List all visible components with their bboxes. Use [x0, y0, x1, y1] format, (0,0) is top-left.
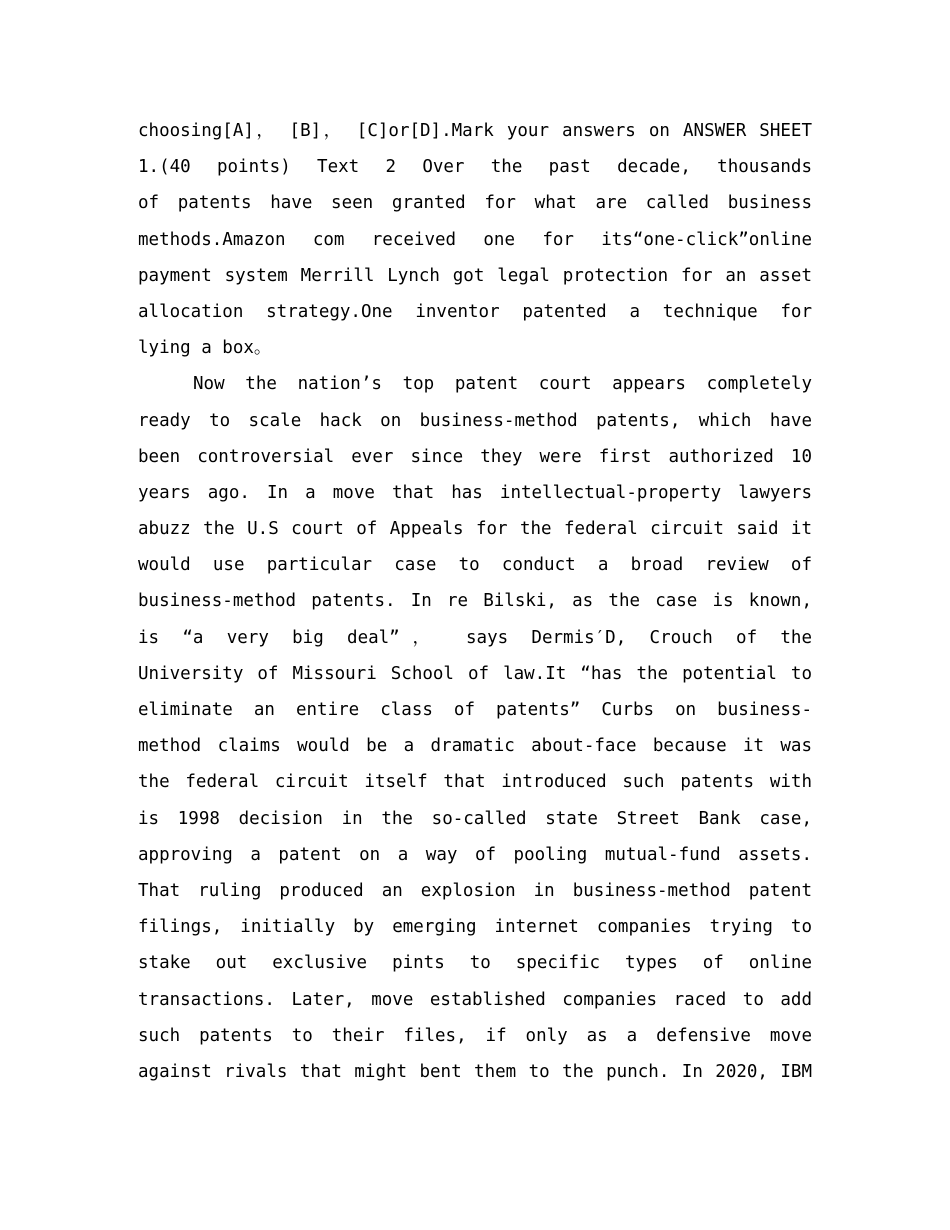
- text-line: stake out exclusive pints to specific types of online: [138, 953, 812, 974]
- text-line: eliminate an entire class of patents” Curbs on business-: [138, 700, 812, 720]
- text-line: filings, initially by emerging internet companies trying to: [138, 917, 812, 938]
- text-line: ready to scale hack on business-method patents, which have: [138, 410, 812, 431]
- text-line: years ago. In a move that has intellectual-property lawyers: [138, 482, 812, 503]
- text-line: approving a patent on a way of pooling mutual-fund assets.: [138, 844, 812, 865]
- text-line: is “a very big deal”， says Dermis′D, Crouch of the: [138, 627, 812, 648]
- text-line: University of Missouri School of law.It “has the potential to: [138, 663, 812, 684]
- text-line: would use particular case to conduct a broad review of: [138, 555, 812, 576]
- text-line: allocation strategy.One inventor patented a technique for: [138, 301, 812, 322]
- text-line: transactions. Later, move established companies raced to add: [138, 989, 812, 1010]
- text-line: such patents to their files, if only as a defensive move: [138, 1025, 812, 1046]
- text-line: been controversial ever since they were first authorized 10: [138, 446, 812, 467]
- text-line: lying a box。: [138, 338, 272, 359]
- text-line: is 1998 decision in the so-called state Street Bank case,: [138, 808, 812, 829]
- text-line: choosing[A]， [B]， [C]or[D].Mark your answers on ANSWER SHEET: [138, 121, 812, 141]
- text-line: against rivals that might bent them to the punch. In 2020, IBM: [138, 1061, 812, 1082]
- paragraph-start-line: Now the nation’s top patent court appears completely: [193, 374, 812, 395]
- text-line: That ruling produced an explosion in business-method patent: [138, 880, 812, 901]
- text-line: of patents have seen granted for what are called business: [138, 193, 812, 214]
- text-line: the federal circuit itself that introduced such patents with: [138, 772, 812, 793]
- text-line: method claims would be a dramatic about-face because it was: [138, 736, 812, 757]
- text-line: methods.Amazon com received one for its“one-click”online: [138, 229, 812, 250]
- text-line: 1.(40 points) Text 2 Over the past decade, thousands: [138, 157, 812, 178]
- passage-text: [138, 113, 812, 1090]
- text-line: abuzz the U.S court of Appeals for the federal circuit said it: [138, 519, 812, 540]
- text-line: payment system Merrill Lynch got legal protection for an asset: [138, 265, 812, 286]
- text-line: business-method patents. In re Bilski, as the case is known,: [138, 591, 812, 612]
